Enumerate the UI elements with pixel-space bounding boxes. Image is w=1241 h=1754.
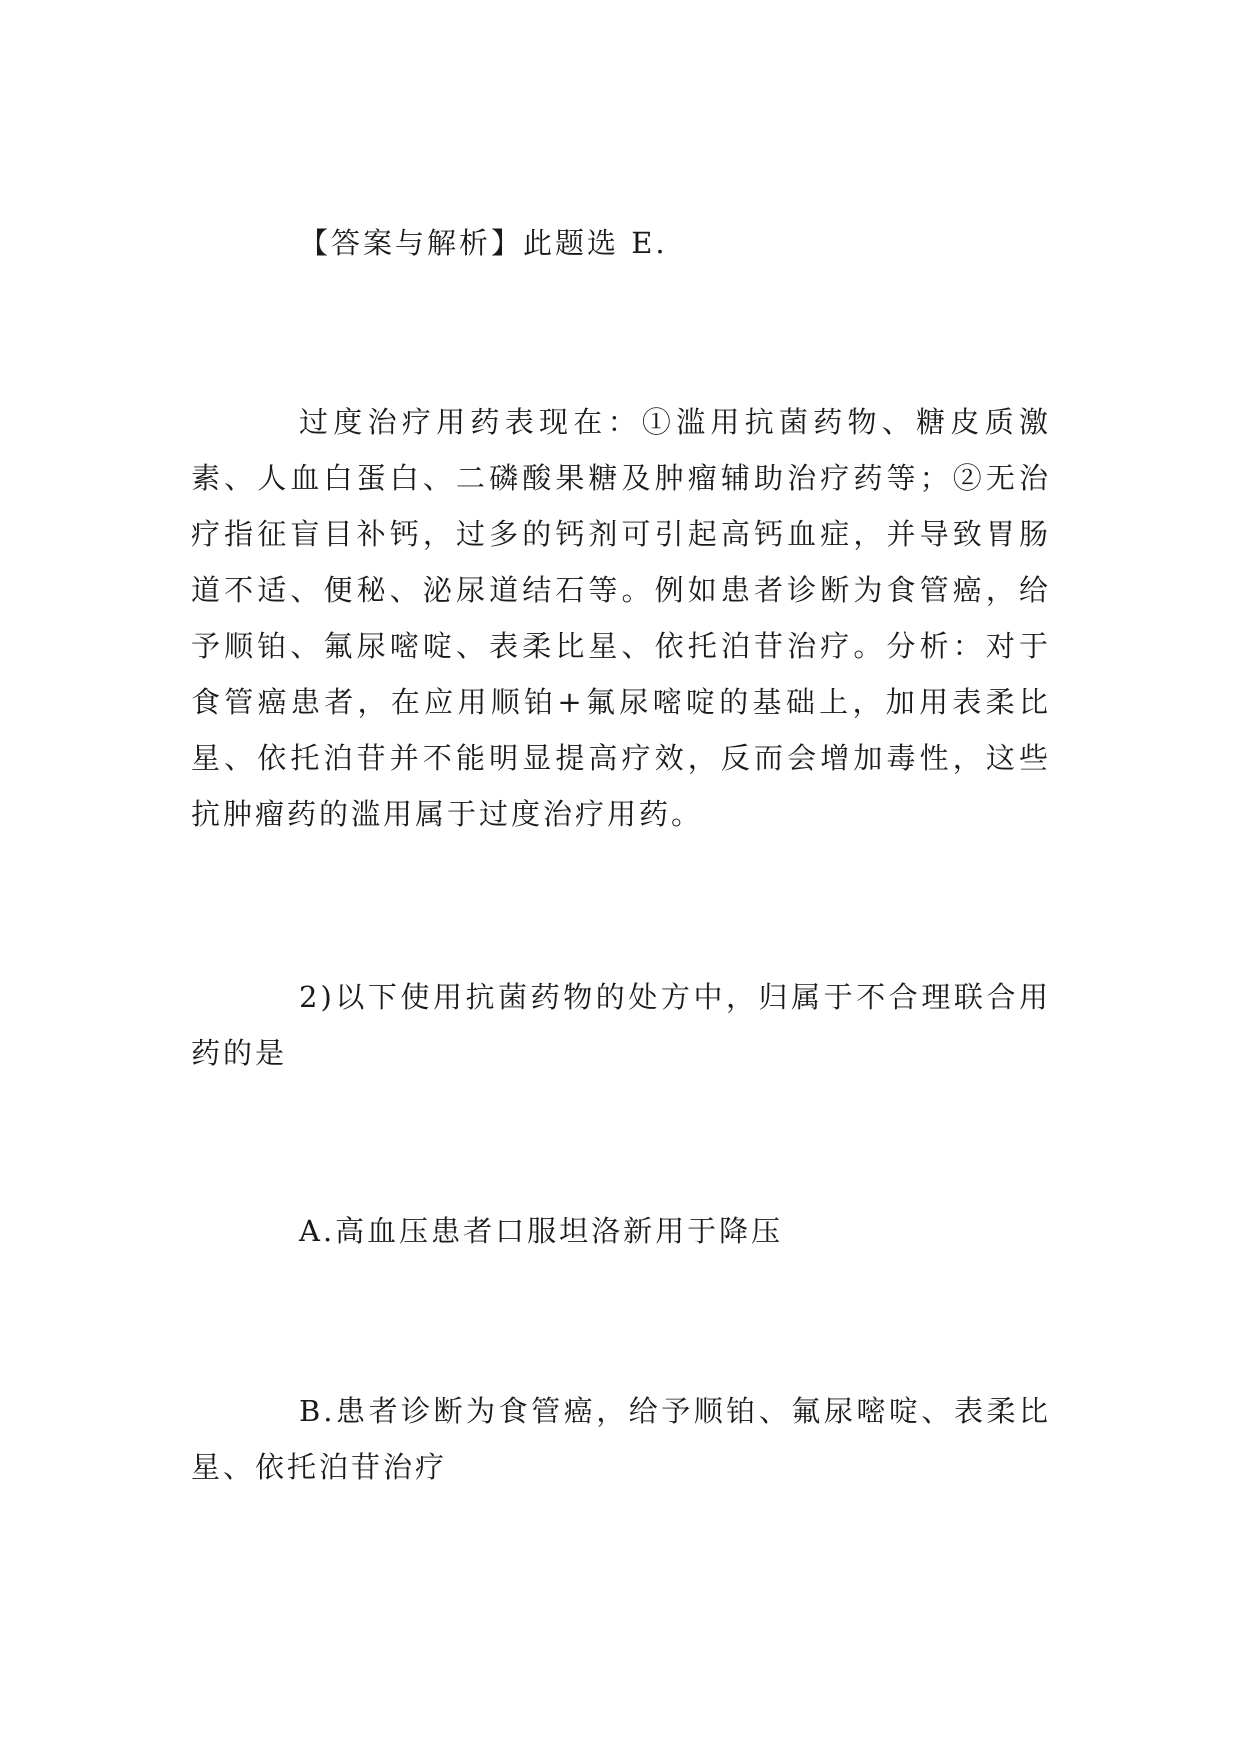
explanation-paragraph: 过度治疗用药表现在：①滥用抗菌药物、糖皮质激素、人血白蛋白、二磷酸果糖及肿瘤辅助治疗药等；②无治疗指征盲目补钙，过多的钙剂可引起高钙血症，并导致胃肠道不适、便秘、泌尿道结石等。例如患者诊断为食管癌，给予顺铂、氟尿嘧啶、表柔比星、依托泊苷治疗。分析：对于食管癌患者，在应用顺铂+氟尿嘧啶的基础上，加用表柔比星、依托泊苷并不能明显提高疗效，反而会增加毒性，这些抗肿瘤药的滥用属于过度治疗用药。 [191,405,1051,831]
option-b: B.患者诊断为食管癌，给予顺铂、氟尿嘧啶、表柔比星、依托泊苷治疗 [191,1394,1051,1484]
option-a: A.高血压患者口服坦洛新用于降压 [299,1214,784,1248]
question-stem: 2)以下使用抗菌药物的处方中，归属于不合理联合用药的是 [191,980,1051,1070]
answer-heading: 【答案与解析】此题选 E. [299,226,668,260]
